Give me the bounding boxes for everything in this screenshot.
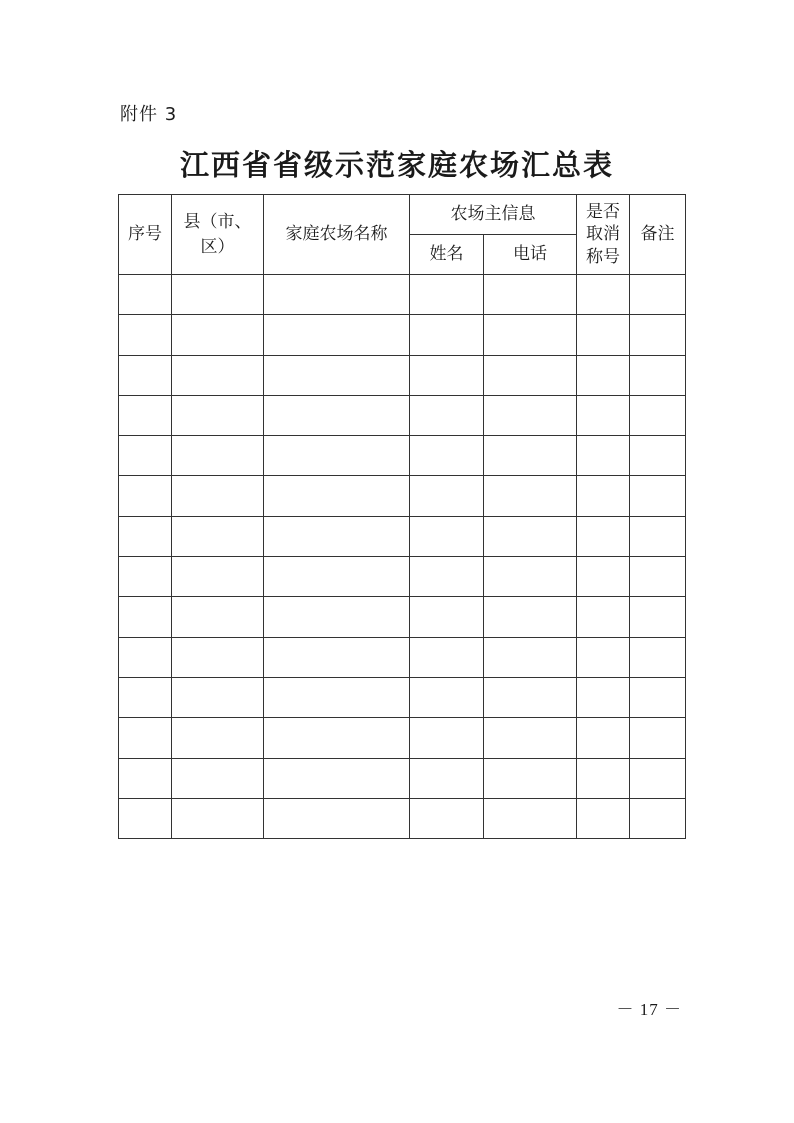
table-cell: [410, 476, 484, 516]
table-cell: [484, 718, 577, 758]
table-cell: [630, 516, 686, 556]
table-cell: [577, 718, 630, 758]
table-cell: [630, 758, 686, 798]
table-cell: [484, 637, 577, 677]
table-cell: [264, 436, 410, 476]
table-cell: [577, 637, 630, 677]
table-cell: [264, 597, 410, 637]
table-cell: [484, 798, 577, 838]
table-cell: [119, 557, 172, 597]
header-remarks: 备注: [630, 195, 686, 275]
table-cell: [484, 516, 577, 556]
table-cell: [577, 436, 630, 476]
table-row: [119, 516, 686, 556]
table-cell: [172, 798, 264, 838]
table-cell: [484, 436, 577, 476]
table-row: [119, 355, 686, 395]
table-cell: [172, 597, 264, 637]
table-cell: [577, 758, 630, 798]
table-cell: [484, 315, 577, 355]
table-cell: [410, 557, 484, 597]
table-body: [119, 275, 686, 839]
table-cell: [172, 718, 264, 758]
table-cell: [264, 637, 410, 677]
table-cell: [410, 677, 484, 717]
table-row: [119, 677, 686, 717]
table-cell: [264, 718, 410, 758]
table-cell: [410, 516, 484, 556]
table-cell: [484, 758, 577, 798]
header-row-top: [119, 195, 686, 235]
table-cell: [410, 798, 484, 838]
table-cell: [410, 718, 484, 758]
table-cell: [119, 718, 172, 758]
table-cell: [119, 436, 172, 476]
table-cell: [630, 476, 686, 516]
table-cell: [484, 476, 577, 516]
table-row: [119, 597, 686, 637]
table-cell: [410, 597, 484, 637]
table-cell: [577, 275, 630, 315]
table-cell: [577, 798, 630, 838]
table-cell: [172, 275, 264, 315]
header-county-line-2: 区）: [200, 236, 235, 257]
table-row: [119, 275, 686, 315]
table-cell: [630, 798, 686, 838]
table-cell: [264, 557, 410, 597]
header-owner-name: 姓名: [410, 235, 484, 275]
table-cell: [172, 677, 264, 717]
table-cell: [119, 597, 172, 637]
table-cell: [484, 275, 577, 315]
table-cell: [410, 275, 484, 315]
table-cell: [264, 395, 410, 435]
table-cell: [119, 798, 172, 838]
table-cell: [264, 315, 410, 355]
table-cell: [410, 355, 484, 395]
table-row: [119, 557, 686, 597]
table-cell: [264, 476, 410, 516]
table-cell: [264, 758, 410, 798]
table-cell: [119, 275, 172, 315]
table-cell: [630, 718, 686, 758]
table-cell: [630, 275, 686, 315]
header-farm-name: 家庭农场名称: [264, 195, 410, 275]
table-cell: [484, 597, 577, 637]
table-cell: [630, 315, 686, 355]
table-cell: [172, 395, 264, 435]
table-cell: [577, 395, 630, 435]
table-cell: [410, 637, 484, 677]
header-seq: 序号: [119, 195, 172, 275]
table-cell: [630, 597, 686, 637]
table-cell: [410, 395, 484, 435]
table-cell: [484, 677, 577, 717]
table-cell: [630, 355, 686, 395]
table-cell: [577, 597, 630, 637]
table-cell: [264, 677, 410, 717]
table-row: [119, 637, 686, 677]
table-cell: [119, 758, 172, 798]
table-cell: [630, 677, 686, 717]
table-cell: [484, 557, 577, 597]
table-row: [119, 798, 686, 838]
table-cell: [630, 436, 686, 476]
table-cell: [119, 395, 172, 435]
table-cell: [119, 355, 172, 395]
table-cell: [630, 637, 686, 677]
table-cell: [172, 557, 264, 597]
table-cell: [264, 275, 410, 315]
table-cell: [119, 516, 172, 556]
table-cell: [172, 758, 264, 798]
table-cell: [172, 315, 264, 355]
table-cell: [410, 758, 484, 798]
page-number: － 17 －: [616, 1000, 682, 1019]
table-row: [119, 436, 686, 476]
table-cell: [577, 677, 630, 717]
table-cell: [119, 677, 172, 717]
table-cell: [119, 476, 172, 516]
header-cancel-line-1: 是否: [586, 202, 620, 223]
table-cell: [577, 557, 630, 597]
summary-table: [118, 194, 686, 839]
header-cancel-title: [577, 195, 630, 275]
table-cell: [119, 637, 172, 677]
table-cell: [577, 516, 630, 556]
table-cell: [630, 395, 686, 435]
table-cell: [264, 798, 410, 838]
table-cell: [119, 315, 172, 355]
attachment-label: 附件 3: [120, 104, 178, 125]
table-cell: [484, 355, 577, 395]
header-owner-phone: 电话: [484, 235, 577, 275]
table-cell: [172, 476, 264, 516]
table-cell: [410, 436, 484, 476]
table-cell: [172, 355, 264, 395]
table-cell: [630, 557, 686, 597]
table-cell: [577, 355, 630, 395]
table-row: [119, 315, 686, 355]
table-row: [119, 718, 686, 758]
table-row: [119, 758, 686, 798]
table-cell: [172, 637, 264, 677]
header-county: [172, 195, 264, 275]
document-title: 江西省省级示范家庭农场汇总表: [179, 148, 614, 182]
table-cell: [484, 395, 577, 435]
header-cancel-line-3: 称号: [586, 246, 620, 267]
header-county-line-1: 县（市、: [183, 211, 252, 232]
header-cancel-line-2: 取消: [586, 224, 620, 245]
header-owner-info: 农场主信息: [410, 195, 577, 235]
table-row: [119, 395, 686, 435]
table-cell: [577, 476, 630, 516]
table-row: [119, 476, 686, 516]
table-cell: [172, 516, 264, 556]
table-cell: [264, 355, 410, 395]
table-cell: [577, 315, 630, 355]
table-cell: [264, 516, 410, 556]
table-cell: [172, 436, 264, 476]
table-cell: [410, 315, 484, 355]
